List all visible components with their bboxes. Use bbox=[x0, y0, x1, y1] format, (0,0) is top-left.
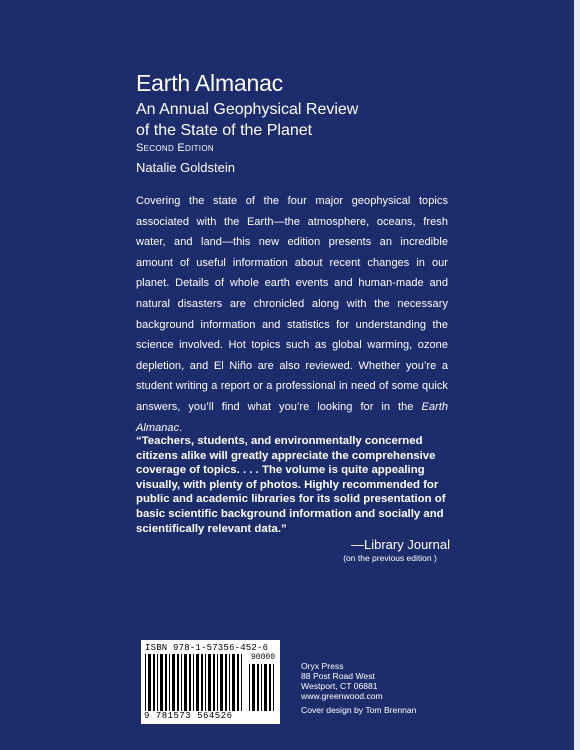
barcode-bar bbox=[205, 654, 206, 711]
barcode-bar bbox=[153, 654, 155, 711]
review-source-note: (on the previous edition ) bbox=[343, 553, 437, 563]
barcode-bar bbox=[160, 654, 163, 711]
barcode-bar bbox=[148, 654, 151, 711]
book-title: Earth Almanac bbox=[136, 70, 283, 96]
barcode-bar bbox=[237, 654, 239, 711]
barcode-bar bbox=[172, 654, 175, 711]
addon-barcode bbox=[249, 664, 277, 711]
barcode-bar bbox=[213, 654, 215, 711]
barcode-bar bbox=[201, 654, 203, 711]
description-italic-title: Earth Almanac bbox=[136, 400, 448, 434]
barcode-bar bbox=[229, 654, 230, 711]
barcode-bar bbox=[220, 654, 223, 711]
barcode-bar bbox=[169, 654, 170, 711]
addon-price-code: 90000 bbox=[250, 653, 275, 662]
review-quote: “Teachers, students, and environmentally concerned citizens alike will greatly appreciate the comprehensive coverage of topics. . . . The volume is quite appealing visually, with plenty of photos. Highly recommended for public and academic libraries for its solid presentation of basic scientific background information and socially and scientifically relevant data.” bbox=[136, 435, 446, 535]
cover-design-credit: Cover design by Tom Brennan bbox=[301, 705, 417, 715]
subtitle-line-1: An Annual Geophysical Review bbox=[136, 101, 359, 118]
publisher-block bbox=[301, 661, 383, 701]
review-source: —Library Journal bbox=[351, 537, 450, 552]
barcode-bar bbox=[217, 654, 218, 711]
subtitle-line-2: of the State of the Planet bbox=[136, 122, 313, 139]
barcode-bar bbox=[177, 654, 179, 711]
publisher-website: www.greenwood.com bbox=[301, 691, 383, 701]
barcode-bar bbox=[189, 654, 191, 711]
isbn-number: ISBN 978-1-57356-452-6 bbox=[145, 643, 269, 653]
barcode-bar bbox=[264, 664, 267, 711]
barcode-bar bbox=[273, 664, 274, 711]
ean-digits: 9 781573 564526 bbox=[144, 711, 233, 721]
barcode-bar bbox=[232, 654, 235, 711]
barcode-bar bbox=[225, 654, 227, 711]
barcode-bar bbox=[184, 654, 187, 711]
barcode-bar bbox=[261, 664, 262, 711]
barcode-bar bbox=[181, 654, 182, 711]
barcode-bar bbox=[165, 654, 167, 711]
book-description bbox=[136, 191, 448, 438]
author-name: Natalie Goldstein bbox=[136, 160, 235, 175]
barcode-bar bbox=[241, 654, 242, 711]
barcode-bar bbox=[252, 664, 255, 711]
description-end-punctuation: . bbox=[179, 421, 183, 434]
barcode-bar bbox=[157, 654, 158, 711]
barcode-panel bbox=[141, 640, 280, 724]
description-text: Covering the state of the four major geophysical topics associated with the Earth—the atmosphere, oceans, fresh water, and land—this new edition presents an incredible amount of useful information about recent changes in our planet. Details of whole earth events and human-made and natural disasters are chronicled along with the necessary background information and statistics for understanding the science involved. Hot topics such as global warming, ozone depletion, and El Niño are also reviewed. Whether you’re a student writing a report or a professional in need of some quick answers, you’ll find what you’re looking for in the bbox=[136, 195, 448, 413]
book-subtitle bbox=[136, 99, 436, 141]
publisher-address-2: Westport, CT 06881 bbox=[301, 681, 378, 691]
barcode-bar bbox=[145, 654, 146, 711]
publisher-address-1: 88 Post Road West bbox=[301, 671, 375, 681]
barcode-bar bbox=[257, 664, 259, 711]
barcode-bar bbox=[249, 664, 250, 711]
page-edge bbox=[574, 0, 580, 750]
publisher-name: Oryx Press bbox=[301, 661, 344, 671]
ean-barcode bbox=[145, 654, 245, 711]
barcode-bar bbox=[269, 664, 271, 711]
barcode-bar bbox=[208, 654, 211, 711]
barcode-bar bbox=[196, 654, 199, 711]
edition-label: Second Edition bbox=[136, 142, 214, 154]
barcode-bar bbox=[193, 654, 194, 711]
